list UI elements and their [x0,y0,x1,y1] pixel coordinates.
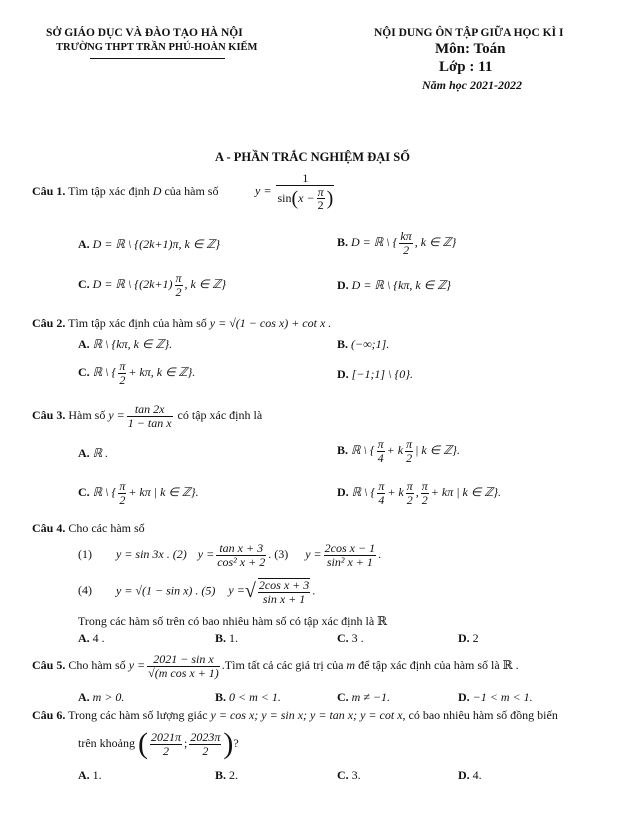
q4-c-text: 3 . [351,631,364,645]
header-school-year: Năm học 2021-2022 [422,78,522,92]
q3-num: tan 2x [127,403,173,417]
q4-f1-index: (1) [78,546,92,561]
q6-interval-line: trên khoảng ( $\frac{2021\pi}{2}$ ; $\frac{2023\pi}{2}$ )? [78,727,239,760]
q3-c-pre: ℝ \ { [92,484,117,499]
q3-d-mid1: + k [387,484,404,499]
q6-n2: 2023π [190,729,221,744]
q3-d-num2: π [406,479,413,493]
q3-a-label: A. [78,446,90,460]
q1-c-den: 2 [175,284,182,299]
q6-d-label: D. [458,768,470,782]
q5-num: 2021 − sin x [147,653,220,667]
q4-f2-num: tan x + 3 [216,542,266,556]
q1-option-c[interactable] [78,272,226,298]
q6-option-b[interactable] [215,768,238,783]
q3-d-den3: 2 [421,492,428,507]
q3-option-c[interactable] [78,480,199,506]
q6-d2: 2 [202,743,209,758]
q2-text: Tìm tập xác định của hàm số [68,316,207,330]
q1-label: Câu 1. [32,184,66,198]
q6-line2: trên khoảng [78,735,135,750]
q2-c-num: π [119,359,126,373]
q1-fraction [276,172,334,212]
q3-y: y = [108,407,125,422]
q5-text: Cho hàm số [68,657,126,672]
q1-d-label: D. [337,278,349,292]
q1-c-post: , k ∈ ℤ} [184,276,227,291]
q3-d-den1: 4 [378,492,385,507]
q4-f4-index: (4) [78,583,92,598]
q4-b-label: B. [215,631,227,645]
q1-formula [255,172,336,212]
q4-f5-den: sin x + 1 [262,591,306,606]
q4-f5-y: y = [228,583,245,598]
q1-sin: sin [277,190,292,205]
q3-b-label: B. [337,442,349,457]
q4-f2-y: y = [197,546,215,561]
q5-d-label: D. [458,690,470,704]
q5-a-label: A. [78,690,90,704]
q1-b-pre: D = ℝ \ { [351,234,398,249]
header-grade: Lớp : 11 [439,59,493,75]
q6-option-d[interactable] [458,768,482,783]
q2-b-label: B. [337,337,349,351]
q6-post: ? [233,735,239,750]
q3-text: Hàm số [68,407,106,422]
q6-d-text: 4. [472,768,482,782]
q2-option-d[interactable] [337,367,413,382]
q5-b-label: B. [215,690,227,704]
q3-d-mid2: , [415,484,419,499]
q3-b-post: | k ∈ ℤ}. [415,442,460,457]
q3-d-label: D. [337,484,349,499]
q3-c-num: π [119,479,126,493]
q5-c-text: m ≠ −1. [351,690,391,704]
q1-den: sin(x − $\frac{\pi}{2}$ ) [277,184,334,213]
q1-option-b[interactable] [337,230,456,256]
q4-f4: y = √(1 − sin x) . (5) [116,583,216,598]
q1-b-post: , k ∈ ℤ} [414,234,457,249]
q1-option-a[interactable] [78,237,220,252]
q3-d-num1: π [378,479,385,493]
q4-f3-num: 2cos x − 1 [324,541,376,555]
q3-option-b[interactable] [337,438,460,464]
q6-b-label: B. [215,768,227,782]
q3-option-d[interactable] [337,480,501,506]
question-3 [32,403,262,429]
q6-label: Câu 6. [32,708,66,722]
q6-d1: 2 [162,743,169,758]
q5-text2: .Tìm tất cả các giá trị của [221,657,344,672]
q3-d-pre: ℝ \ { [351,484,376,499]
q4-f3-den: sin² x + 1 [326,554,373,569]
q4-d-text: 2 [472,631,479,645]
q4-f5-num: 2cos x + 3 [258,578,310,592]
header-department: SỞ GIÁO DỤC VÀ ĐÀO TẠO HÀ NỘI [46,27,243,39]
q6-c-text: 3. [351,768,361,782]
q4-d-label: D. [458,631,470,645]
q5-d-text: −1 < m < 1. [472,690,533,704]
q4-c-label: C. [337,631,349,645]
q1-d-text: D = ℝ \ {kπ, k ∈ ℤ} [351,278,451,292]
q3-label: Câu 3. [32,407,66,422]
q1-num: 1 [276,172,334,186]
q4-a-text: 4 . [92,631,105,645]
q2-a-text: ℝ \ {kπ, k ∈ ℤ}. [92,337,173,351]
question-2 [32,316,331,331]
q2-d-text: [−1;1] \ {0}. [351,367,414,381]
q2-option-a[interactable] [78,337,172,352]
q2-c-pre: ℝ \ { [92,364,117,379]
q4-text: Cho các hàm số [68,521,145,535]
q5-label: Câu 5. [32,657,66,672]
q5-text3: để tập xác định của hàm số là ℝ . [358,657,519,672]
q6-a-text: 1. [92,768,102,782]
q4-f2-den: cos² x + 2 [217,554,266,569]
q1-option-d[interactable] [337,278,451,293]
question-5 [32,653,519,679]
q4-option-a[interactable] [78,631,105,646]
header-underline [90,58,225,59]
q1-c-label: C. [78,276,90,291]
q4-b-text: 1. [229,631,239,645]
q2-a-label: A. [78,337,90,351]
q2-c-label: C. [78,364,90,379]
q1-b-den: 2 [403,242,410,257]
q1-den-pi: π [317,184,324,199]
q4-f1: y = sin 3x . (2) [116,546,187,561]
q4-option-c[interactable] [337,631,364,646]
q1-c-pre: D = ℝ \ {(2k+1) [92,276,173,291]
q5-var: m [346,657,356,672]
q2-d-label: D. [337,367,349,381]
q6-n1: 2021π [150,729,181,744]
q4-f5-post: . [312,583,316,598]
q2-option-c[interactable] [78,360,195,386]
q6-option-c[interactable] [337,768,361,783]
q6-text: Trong các hàm số lượng giác [68,708,208,722]
q6-text2: , có bao nhiêu hàm số đồng biến [402,708,558,722]
q3-c-label: C. [78,484,90,499]
q2-c-den: 2 [119,372,126,387]
q6-c-label: C. [337,768,349,782]
q1-den-x: x − [298,190,315,205]
header-subject: Môn: Toán [435,41,506,57]
section-title: A - PHẦN TRẮC NGHIỆM ĐẠI SỐ [215,150,410,164]
q3-d-num3: π [421,479,428,493]
q3-b-mid: + k [386,442,404,457]
q5-option-a[interactable] [78,690,124,705]
q3-b-num1: π [377,437,384,451]
q4-label: Câu 4. [32,521,66,535]
q1-text: Tìm tập xác định [68,184,150,198]
q3-a-text: ℝ . [92,446,109,460]
q4-f3-post: . [378,546,382,561]
q4-question: Trong các hàm số trên có bao nhiêu hàm số có tập xác định là ℝ [78,614,388,628]
q4-functions-row2: (4) y = √(1 − sin x) . (5) y =√ $\frac{\text{2cos x + 3}}{\text{sin x + 1}}$ . [78,578,316,606]
q1-y: y = [255,183,272,198]
q1-text2: của hàm số [164,184,219,198]
q3-b-den1: 4 [377,450,384,465]
q2-label: Câu 2. [32,316,66,330]
header-school: TRƯỜNG THPT TRẦN PHÚ-HOÀN KIẾM [56,42,258,53]
q5-a-text: m > 0. [92,690,125,704]
q3-b-den2: 2 [406,450,413,465]
q1-b-num: kπ [400,229,412,243]
q1-a-text: D = ℝ \ {(2k+1)π, k ∈ ℤ} [92,237,221,251]
q5-option-d[interactable] [458,690,533,705]
q3-b-num2: π [406,437,413,451]
q5-option-c[interactable] [337,690,390,705]
question-4 [32,521,145,536]
q6-a-label: A. [78,768,90,782]
q4-f3-y: y = [305,546,322,561]
q4-option-d[interactable] [458,631,479,646]
question-1 [32,184,218,199]
q2-c-post: + kπ, k ∈ ℤ}. [128,364,196,379]
q1-var: D [152,184,162,198]
q6-b-text: 2. [229,768,239,782]
q3-d-den2: 2 [406,492,413,507]
header-doc-title: NỘI DUNG ÔN TẬP GIỮA HỌC KÌ I [374,27,564,39]
q1-a-label: A. [78,237,90,251]
q3-c-post: + kπ | k ∈ ℤ}. [128,484,199,499]
q4-option-b[interactable] [215,631,238,646]
q2-option-b[interactable] [337,337,389,352]
question-6 [32,708,558,723]
q5-c-label: C. [337,690,349,704]
q6-option-a[interactable] [78,768,102,783]
q6-funcs: y = cos x; y = sin x; y = tan x; y = cot x [210,708,403,722]
q3-b-pre: ℝ \ { [351,442,375,457]
q3-d-post: + kπ | k ∈ ℤ}. [430,484,502,499]
q1-b-label: B. [337,234,349,249]
q3-den: 1 − tan x [127,415,172,430]
q4-f2-post: . (3) [268,546,289,561]
q1-den-2: 2 [317,198,324,213]
q3-option-a[interactable] [78,446,108,461]
q4-a-label: A. [78,631,90,645]
q1-c-num: π [175,271,182,285]
q2-b-text: (−∞;1]. [351,337,390,351]
q3-text2: có tập xác định là [177,407,263,422]
q5-y: y = [128,657,146,672]
q5-den: √(m cos x + 1) [148,665,219,680]
q3-c-den: 2 [119,492,126,507]
q2-formula: y = √(1 − cos x) + cot x . [209,316,332,330]
q4-functions-row1 [78,542,381,568]
q5-option-b[interactable] [215,690,281,705]
q5-b-text: 0 < m < 1. [229,690,281,704]
